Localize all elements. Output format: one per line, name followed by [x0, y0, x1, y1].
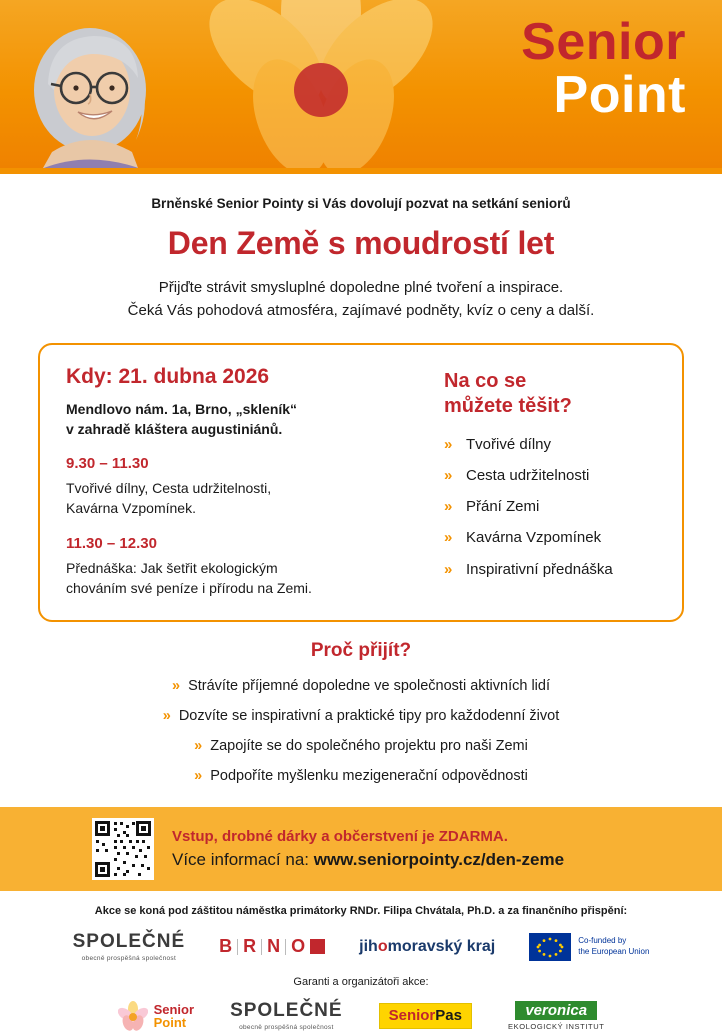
highlights-title — [444, 369, 656, 419]
eu-funding-text — [578, 936, 649, 957]
venue-line-1: Mendlovo nám. 1a, Brno, „skleník“ — [66, 400, 298, 417]
logo-spolecne — [73, 931, 186, 962]
list-item-label: Inspirativní přednáška — [466, 560, 613, 578]
list-item — [0, 676, 722, 698]
logo-spolecne-organizer — [230, 1000, 343, 1031]
list-item-label: Dozvíte se inspirativní a praktické tipy pro každodenní život — [178, 708, 560, 725]
logo-veronica — [508, 1001, 604, 1031]
logo-european-union — [529, 933, 649, 961]
poster-header — [0, 0, 722, 168]
cta-text — [172, 828, 564, 870]
slot-time: 9.30 – 11.30 — [66, 455, 149, 473]
qr-code-image — [92, 818, 154, 880]
divider — [285, 939, 286, 955]
logo-veronica-subtitle: EKOLOGICKÝ INSTITUT — [507, 1021, 605, 1031]
patronage-note: Akce se koná pod záštitou náměstka primátorky RNDr. Filipa Chvátala, Ph.D. a za finančního přispění: — [94, 905, 628, 918]
list-item-label: Přání Zemi — [466, 498, 540, 515]
chevron-right-icon: » — [444, 529, 453, 547]
chevron-right-icon: » — [194, 767, 203, 784]
slot-desc-line-2: Kavárna Vzpomínek. — [66, 500, 196, 517]
chevron-right-icon: » — [444, 498, 453, 515]
divider — [237, 939, 238, 955]
cta-website-url[interactable]: www.seniorpointy.cz/den-zeme — [313, 850, 565, 870]
list-item-label: Strávíte příjemné dopoledne ve společnosti aktivních lidí — [188, 678, 550, 695]
highlights-column — [444, 365, 656, 599]
schedule-column — [66, 365, 426, 599]
logo-veronica-wordmark: veronica — [515, 1001, 597, 1020]
highlights-title-line-1: Na co se — [444, 369, 527, 392]
list-item — [444, 435, 656, 455]
logo-spolecne-subtitle: obecně prospěšná společnost — [81, 955, 177, 963]
qr-code-icon[interactable] — [92, 818, 154, 880]
flower-decoration-icon — [196, 0, 446, 168]
logo-spolecne-wordmark — [230, 1000, 343, 1022]
logo-brno-r: R — [243, 936, 257, 957]
why-attend-list — [0, 676, 722, 787]
senior-woman-photo — [24, 24, 169, 168]
divider — [261, 939, 262, 955]
organizers-note: Garanti a organizátoři akce: — [293, 976, 429, 989]
chevron-right-icon: » — [444, 435, 453, 453]
event-info-box — [38, 343, 684, 623]
cta-band — [0, 807, 722, 891]
list-item — [444, 497, 656, 517]
slot-desc-line-1: Tvořivé dílny, Cesta udržitelnosti, — [66, 480, 272, 497]
event-headline: Den Země s moudrostí let — [167, 225, 555, 261]
sponsor-logo-row — [0, 931, 722, 962]
cta-line-2 — [172, 850, 564, 870]
venue-line-2: v zahradě kláštera augustiniánů. — [66, 420, 283, 437]
list-item-label: Tvořivé dílny — [466, 435, 552, 453]
slot-desc-line-1: Přednáška: Jak šetřit ekologickým — [66, 559, 278, 576]
logo-senior-point-line-1: Senior — [153, 1001, 195, 1017]
eu-text-line-1: Co-funded by — [578, 936, 627, 946]
cta-prefix: Více informací na: — [172, 850, 314, 870]
logo-spolecne-text: SPOLEČNÉ — [72, 931, 186, 953]
intro-sub-line-1: Přijďte strávit smysluplné dopoledne plné tvoření a inspirace. — [158, 279, 564, 296]
list-item-label: Kavárna Vzpomínek — [466, 529, 602, 547]
logo-spolecne-wordmark — [73, 931, 186, 953]
chevron-right-icon: » — [162, 708, 171, 725]
list-item — [0, 736, 722, 758]
logo-jmk-accent: o — [377, 937, 388, 955]
list-item — [444, 528, 656, 548]
highlights-list — [444, 435, 656, 580]
slot-time: 11.30 – 12.30 — [66, 534, 157, 552]
chevron-right-icon: » — [172, 678, 181, 695]
chevron-right-icon: » — [194, 737, 203, 754]
logo-brno-square-icon — [310, 939, 325, 954]
event-venue — [66, 399, 426, 440]
event-date: Kdy: 21. dubna 2026 — [66, 364, 270, 388]
list-item — [0, 706, 722, 728]
title-line-2: Point — [553, 66, 686, 125]
why-attend-section — [0, 640, 722, 787]
logo-jmk-pre: jih — [359, 937, 378, 955]
logo-brno-b: B — [219, 936, 233, 957]
intro-section — [0, 174, 722, 323]
chevron-right-icon: » — [444, 466, 453, 484]
logo-senior-point-text — [154, 1003, 194, 1029]
slot-description — [66, 478, 426, 519]
list-item-label: Zapojíte se do společného projektu pro naši Zemi — [210, 737, 528, 754]
flower-icon — [118, 1001, 148, 1031]
logo-senior-pas-part-2: Pas — [435, 1006, 462, 1024]
avatar — [14, 8, 179, 168]
logo-brno — [219, 936, 325, 957]
intro-sub-line-2: Čeká Vás pohodová atmosféra, zajímavé podněty, kvíz o ceny a další. — [127, 302, 595, 320]
eu-flag-icon — [529, 933, 571, 961]
list-item — [0, 766, 722, 788]
highlights-title-line-2: můžete těšit? — [444, 394, 572, 417]
page-title — [521, 13, 686, 125]
title-line-1: Senior — [521, 13, 686, 71]
list-item-label: Podpoříte myšlenku mezigenerační odpovědnosti — [210, 767, 528, 784]
eu-text-line-2: the European Union — [578, 946, 650, 956]
organizer-logo-row — [0, 1000, 722, 1031]
logo-brno-n: N — [267, 936, 281, 957]
logo-spolecne-subtitle: obecně prospěšná společnost — [239, 1024, 334, 1031]
chevron-right-icon: » — [444, 560, 453, 578]
logo-senior-pas-part-1: Senior — [388, 1006, 436, 1024]
logo-senior-point-line-2: Point — [153, 1014, 187, 1030]
list-item-label: Cesta udržitelnosti — [466, 466, 590, 484]
list-item — [444, 466, 656, 486]
eu-stars-icon — [529, 933, 571, 961]
logo-senior-point — [118, 1001, 194, 1031]
slot-description — [66, 558, 426, 599]
logo-brno-o: O — [291, 936, 306, 957]
intro-kicker: Brněnské Senior Pointy si Vás dovolují pozvat na setkání seniorů — [151, 196, 571, 211]
cta-line-1: Vstup, drobné dárky a občerstvení je ZDARMA. — [172, 828, 508, 846]
poster-footer — [0, 891, 722, 1031]
slot-desc-line-2: chováním své peníze i přírodu na Zemi. — [66, 579, 312, 596]
why-attend-title: Proč přijít? — [310, 640, 412, 662]
logo-jihomoravsky-kraj — [359, 938, 495, 956]
logo-senior-pas — [379, 1003, 472, 1029]
list-item — [444, 560, 656, 580]
logo-spolecne-text: SPOLEČNÉ — [230, 1000, 343, 1022]
logo-jmk-post: moravský kraj — [387, 937, 496, 955]
